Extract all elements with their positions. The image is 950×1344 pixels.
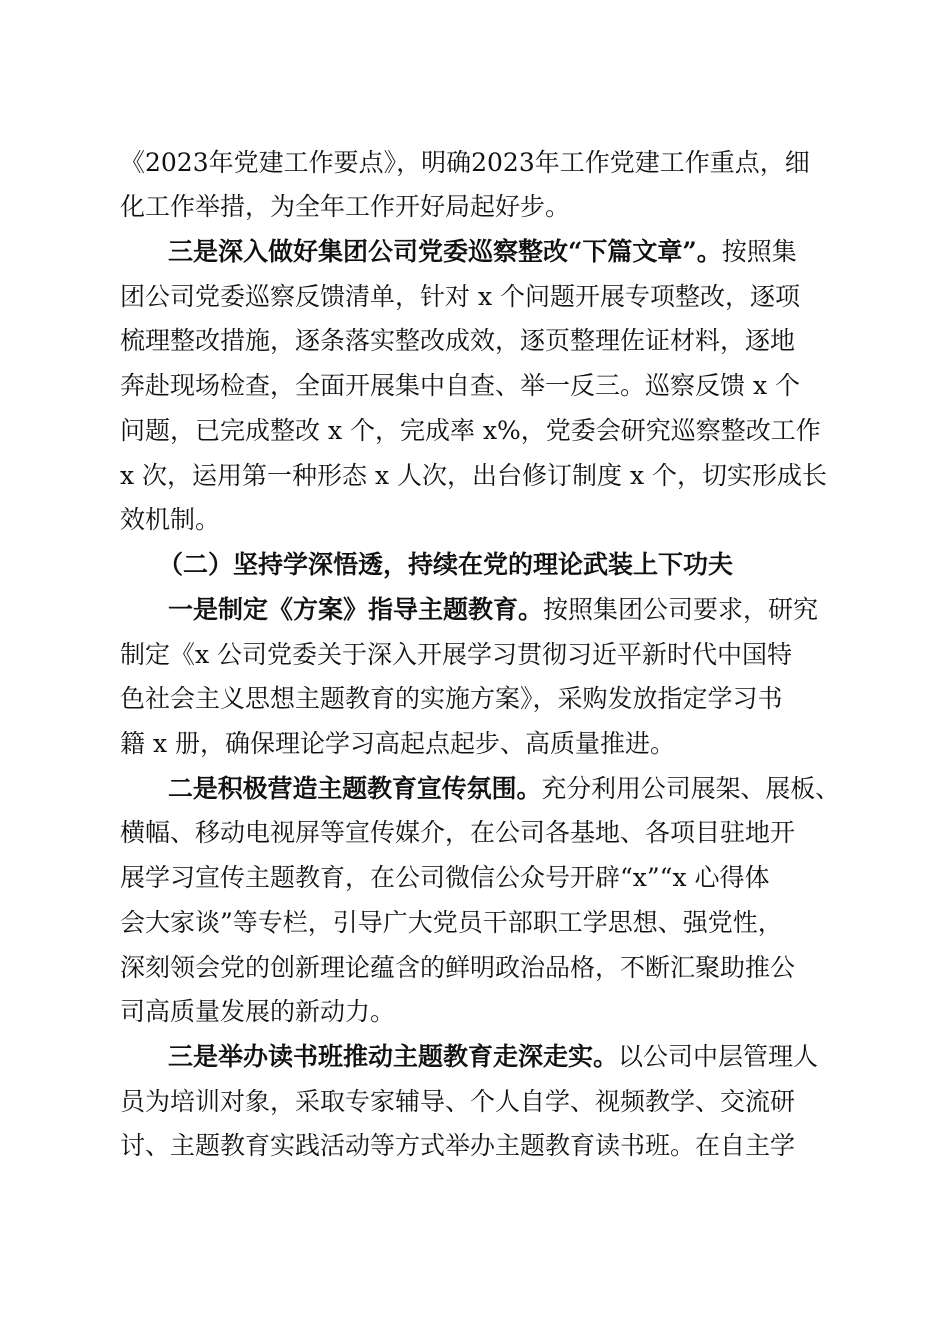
paragraph-1-line-1 <box>168 595 840 625</box>
text-line: 横幅、移动电视屏等宣传媒介，在公司各基地、各项目驻地开 <box>120 818 796 847</box>
paragraph-heading: 一是制定《方案》指导主题教育。 <box>168 595 544 624</box>
text-line: 《2023年党建工作要点》，明确2023年工作党建工作重点，细 <box>120 148 810 177</box>
text-line: 问题，已完成整改 x 个，完成率 x%，党委会研究巡察整改工作 <box>120 416 821 445</box>
text-line: 效机制。 <box>120 505 221 534</box>
text-span: 按照集团公司要求，研究 <box>543 595 819 624</box>
text-line: 梳理整改措施，逐条落实整改成效，逐页整理佐证材料，逐地 <box>120 326 796 355</box>
section-heading: （二）坚持学深悟透，持续在党的理论武装上下功夫 <box>158 550 734 579</box>
text-line: 会大家谈”等专栏，引导广大党员干部职工学思想、强党性， <box>120 908 783 937</box>
text-line: 籍 x 册，确保理论学习高起点起步、高质量推进。 <box>120 729 675 758</box>
text-line: 展学习宣传主题教育，在公司微信公众号开辟“x”“x 心得体 <box>120 863 770 892</box>
paragraph-3-line-1 <box>168 237 840 267</box>
paragraph-heading: 三是举办读书班推动主题教育走深走实。 <box>168 1042 619 1071</box>
text-span: 充分利用公司展架、展板、 <box>541 774 841 803</box>
text-span: 按照集 <box>721 237 797 266</box>
text-line: 化工作举措，为全年工作开好局起好步。 <box>120 192 571 221</box>
text-line: x 次，运用第一种形态 x 人次，出台修订制度 x 个，切实形成长 <box>120 461 828 490</box>
text-line: 团公司党委巡察反馈清单，针对 x 个问题开展专项整改，逐项 <box>120 282 800 311</box>
paragraph-3b-line-1 <box>168 1042 840 1072</box>
text-line: 奔赴现场检查，全面开展集中自查、举一反三。巡察反馈 x 个 <box>120 371 800 400</box>
text-line: 讨、主题教育实践活动等方式举办主题教育读书班。在自主学 <box>120 1131 796 1160</box>
text-line: 司高质量发展的新动力。 <box>120 997 396 1026</box>
text-line: 制定《x 公司党委关于深入开展学习贯彻习近平新时代中国特 <box>120 640 793 669</box>
paragraph-2-line-1 <box>168 774 841 804</box>
text-span: 以公司中层管理人 <box>618 1042 819 1071</box>
text-line: 色社会主义思想主题教育的实施方案》，采购发放指定学习书 <box>120 684 783 713</box>
paragraph-heading: 二是积极营造主题教育宣传氛围。 <box>168 774 542 803</box>
text-line: 深刻领会党的创新理论蕴含的鲜明政治品格，不断汇聚助推公 <box>120 953 796 982</box>
text-line: 员为培训对象，采取专家辅导、个人自学、视频教学、交流研 <box>120 1087 796 1116</box>
paragraph-heading: 三是深入做好集团公司党委巡察整改“下篇文章”。 <box>168 237 722 266</box>
